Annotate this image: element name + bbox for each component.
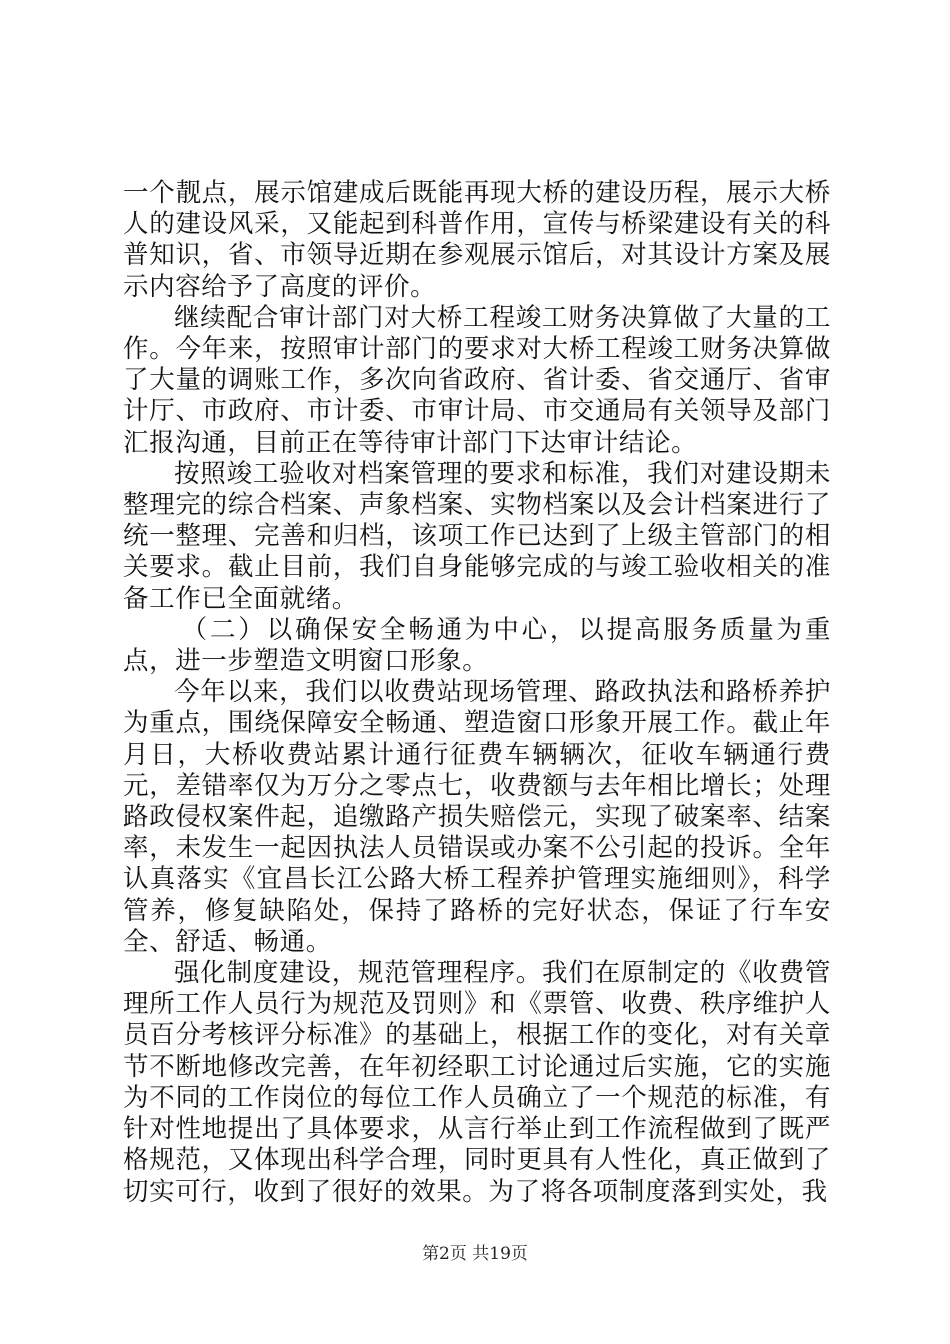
body-text — [123, 178, 831, 1208]
page-number-footer: 第2页 共19页 — [422, 1244, 528, 1264]
paragraph-continuation: 一个靓点，展示馆建成后既能再现大桥的建设历程，展示大桥人的建设风采，又能起到科普作用，宣传与桥梁建设有关的科普知识，省、市领导近期在参观展示馆后，对其设计方案及展示内容给予了高度的评价。 — [123, 178, 831, 302]
paragraph-audit: 继续配合审计部门对大桥工程竣工财务决算做了大量的工作。今年来，按照审计部门的要求对大桥工程竣工财务决算做了大量的调账工作，多次向省政府、省计委、省交通厅、省审计厅、市政府、市计委、市审计局、市交通局有关领导及部门汇报沟通，目前正在等待审计部门下达审计结论。 — [123, 302, 831, 458]
paragraph-regulations: 强化制度建设，规范管理程序。我们在原制定的《收费管理所工作人员行为规范及罚则》和《票管、收费、秩序维护人员百分考核评分标准》的基础上，根据工作的变化，对有关章节不断地修改完善，在年初经职工讨论通过后实施，它的实施为不同的工作岗位的每位工作人员确立了一个规范的标准，有针对性地提出了具体要求，从言行举止到工作流程做到了既严格规范，又体现出科学合理，同时更具有人性化，真正做到了切实可行，收到了很好的效果。为了将各项制度落到实处，我 — [123, 958, 831, 1207]
paragraph-toll-station: 今年以来，我们以收费站现场管理、路政执法和路桥养护为重点，围绕保障安全畅通、塑造窗口形象开展工作。截止年月日，大桥收费站累计通行征费车辆辆次，征收车辆通行费元，差错率仅为万分之零点七，收费额与去年相比增长；处理路政侵权案件起，追缴路产损失赔偿元，实现了破案率、结案率，未发生一起因执法人员错误或办案不公引起的投诉。全年认真落实《宜昌长江公路大桥工程养护管理实施细则》，科学管养，修复缺陷处，保持了路桥的完好状态，保证了行车安全、舒适、畅通。 — [123, 677, 831, 957]
paragraph-archives: 按照竣工验收对档案管理的要求和标准，我们对建设期未整理完的综合档案、声象档案、实物档案以及会计档案进行了统一整理、完善和归档，该项工作已达到了上级主管部门的相关要求。截止目前，我们自身能够完成的与竣工验收相关的准备工作已全面就绪。 — [123, 458, 831, 614]
section-heading: （二）以确保安全畅通为中心，以提高服务质量为重点，进一步塑造文明窗口形象。 — [123, 614, 831, 677]
